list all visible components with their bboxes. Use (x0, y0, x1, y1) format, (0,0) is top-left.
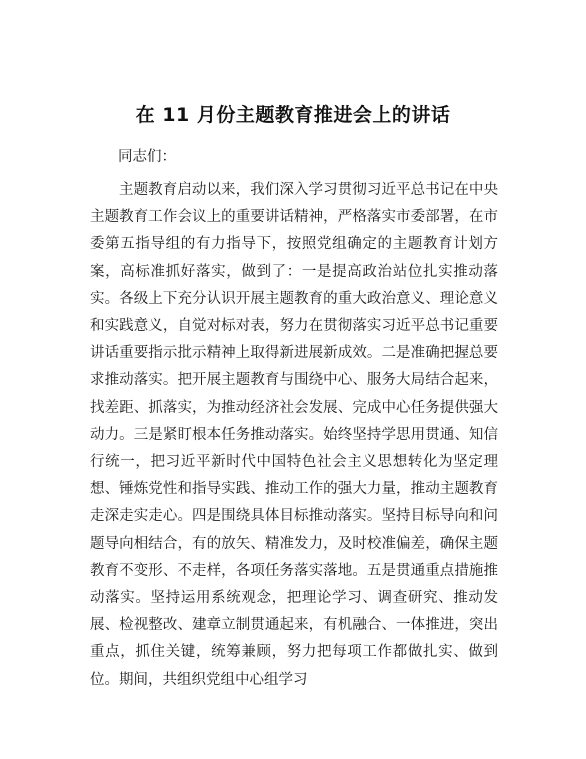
salutation: 同志们： (118, 149, 176, 165)
body-paragraph: 主题教育启动以来，我们深入学习贯彻习近平总书记在中央主题教育工作会议上的重要讲话精神，严格落实市委部署，在市委第五指导组的有力指导下，按照党组确定的主题教育计划方案，高标准抓好落实，做到了：一是提高政治站位扎实推动落实。各级上下充分认识开展主题教育的重大政治意义、理论意义和实践意义，自觉对标对表，努力在贯彻落实习近平总书记重要讲话重要指示批示精神上取得新进展新成效。二是准确把握总要求推动落实。把开展主题教育与围绕中心、服务大局结合起来，找差距、抓落实，为推动经济社会发展、完成中心任务提供强大动力。三是紧盯根本任务推动落实。始终坚持学思用贯通、知信行统一，把习近平新时代中国特色社会主义思想转化为坚定理想、锤炼党性和指导实践、推动工作的强大力量，推动主题教育走深走实走心。四是围绕具体目标推动落实。坚持目标导向和问题导向相结合，有的放矢、精准发力，及时校准偏差，确保主题教育不变形、不走样，各项任务落实落地。五是贯通重点措施推动落实。坚持运用系统观念，把理论学习、调查研究、推动发展、检视整改、建章立制贯通起来，有机融合、一体推进，突出重点，抓住关键，统筹兼顾，努力把每项工作都做扎实、做到位。期间，共组织党组中心组学习 (90, 182, 498, 688)
document-title: 在 11 月份主题教育推进会上的讲话 (135, 104, 451, 126)
